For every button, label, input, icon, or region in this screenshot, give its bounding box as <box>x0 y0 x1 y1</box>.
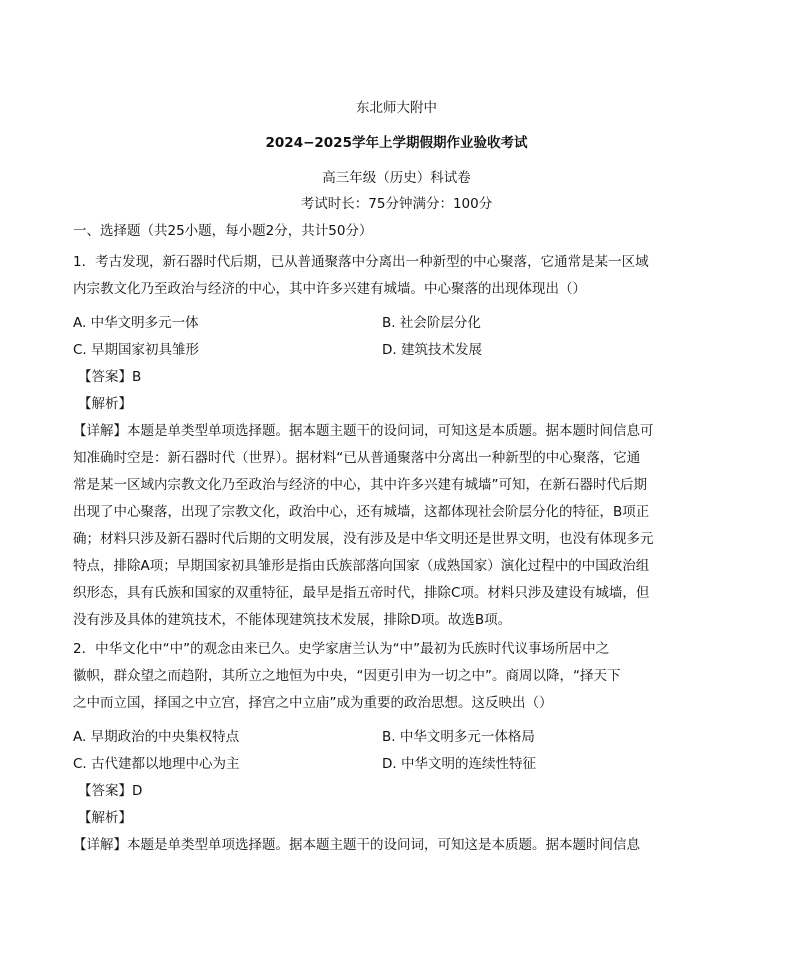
detail-line: 常是某一区域内宗教文化乃至政治与经济的中心，其中许多兴建有城墙”可知，在新石器时代后期 <box>73 477 647 493</box>
detail-line: 出现了中心聚落，出现了宗教文化，政治中心，还有城墙，这都体现社会阶层分化的特征，B项正 <box>73 504 650 520</box>
detail-line: 【详解】本题是单类型单项选择题。据本题主题干的设问词，可知这是本质题。据本题时间信息可 <box>73 423 654 439</box>
option-c: C. 古代建都以地理中心为主 <box>73 756 240 772</box>
option-d: D. 建筑技术发展 <box>382 342 482 358</box>
analysis-label: 【解析】 <box>78 810 132 826</box>
section-title: 一、选择题（共25小题，每小题2分，共计50分） <box>73 223 373 239</box>
detail-line: 没有涉及具体的建筑技术，不能体现建筑技术发展，排除D项。故选B项。 <box>73 612 512 628</box>
detail-line: 确；材料只涉及新石器时代后期的文明发展，没有涉及是中华文明还是世界文明，也没有体现多元 <box>73 531 654 547</box>
option-c: C. 早期国家初具雏形 <box>73 342 200 358</box>
question-stem-line: 徽帜，群众望之而趋附，其所立之地恒为中央，“因更引申为一切之中”。商周以降，“择天下 <box>73 668 621 684</box>
exam-title: 2024−2025学年上学期假期作业验收考试 <box>265 135 528 151</box>
question-stem-line: 内宗教文化乃至政治与经济的中心，其中许多兴建有城墙。中心聚落的出现体现出（） <box>73 281 586 297</box>
detail-line: 【详解】本题是单类型单项选择题。据本题主题干的设问词，可知这是本质题。据本题时间信息 <box>73 837 640 853</box>
option-a: A. 中华文明多元一体 <box>73 315 199 331</box>
question-stem-line: 之中而立国，择国之中立宫，择宫之中立庙”成为重要的政治思想。这反映出（） <box>73 695 553 711</box>
option-d: D. 中华文明的连续性特征 <box>382 756 536 772</box>
option-b: B. 中华文明多元一体格局 <box>382 729 535 745</box>
analysis-label: 【解析】 <box>78 396 132 412</box>
answer-label: 【答案】D <box>78 783 143 799</box>
option-b: B. 社会阶层分化 <box>382 315 481 331</box>
detail-line: 织形态，具有氏族和国家的双重特征，最早是指五帝时代，排除C项。材料只涉及建设有城墙，但 <box>73 585 650 601</box>
school-name: 东北师大附中 <box>356 100 437 116</box>
question-stem-line: 2．中华文化中“中”的观念由来已久。史学家唐兰认为“中”最初为氏族时代议事场所居中之 <box>73 641 610 657</box>
exam-time-score: 考试时长：75分钟满分：100分 <box>300 196 493 212</box>
answer-label: 【答案】B <box>78 369 142 385</box>
detail-line: 知准确时空是：新石器时代（世界）。据材料“已从普通聚落中分离出一种新型的中心聚落，它通 <box>73 450 641 466</box>
question-stem-line: 1．考古发现，新石器时代后期，已从普通聚落中分离出一种新型的中心聚落，它通常是某一区域 <box>73 254 649 270</box>
option-a: A. 早期政治的中央集权特点 <box>73 729 240 745</box>
detail-line: 特点，排除A项；早期国家初具雏形是指由氏族部落向国家（成熟国家）演化过程中的中国政治组 <box>73 558 650 574</box>
paper-title: 高三年级（历史）科试卷 <box>322 170 471 186</box>
